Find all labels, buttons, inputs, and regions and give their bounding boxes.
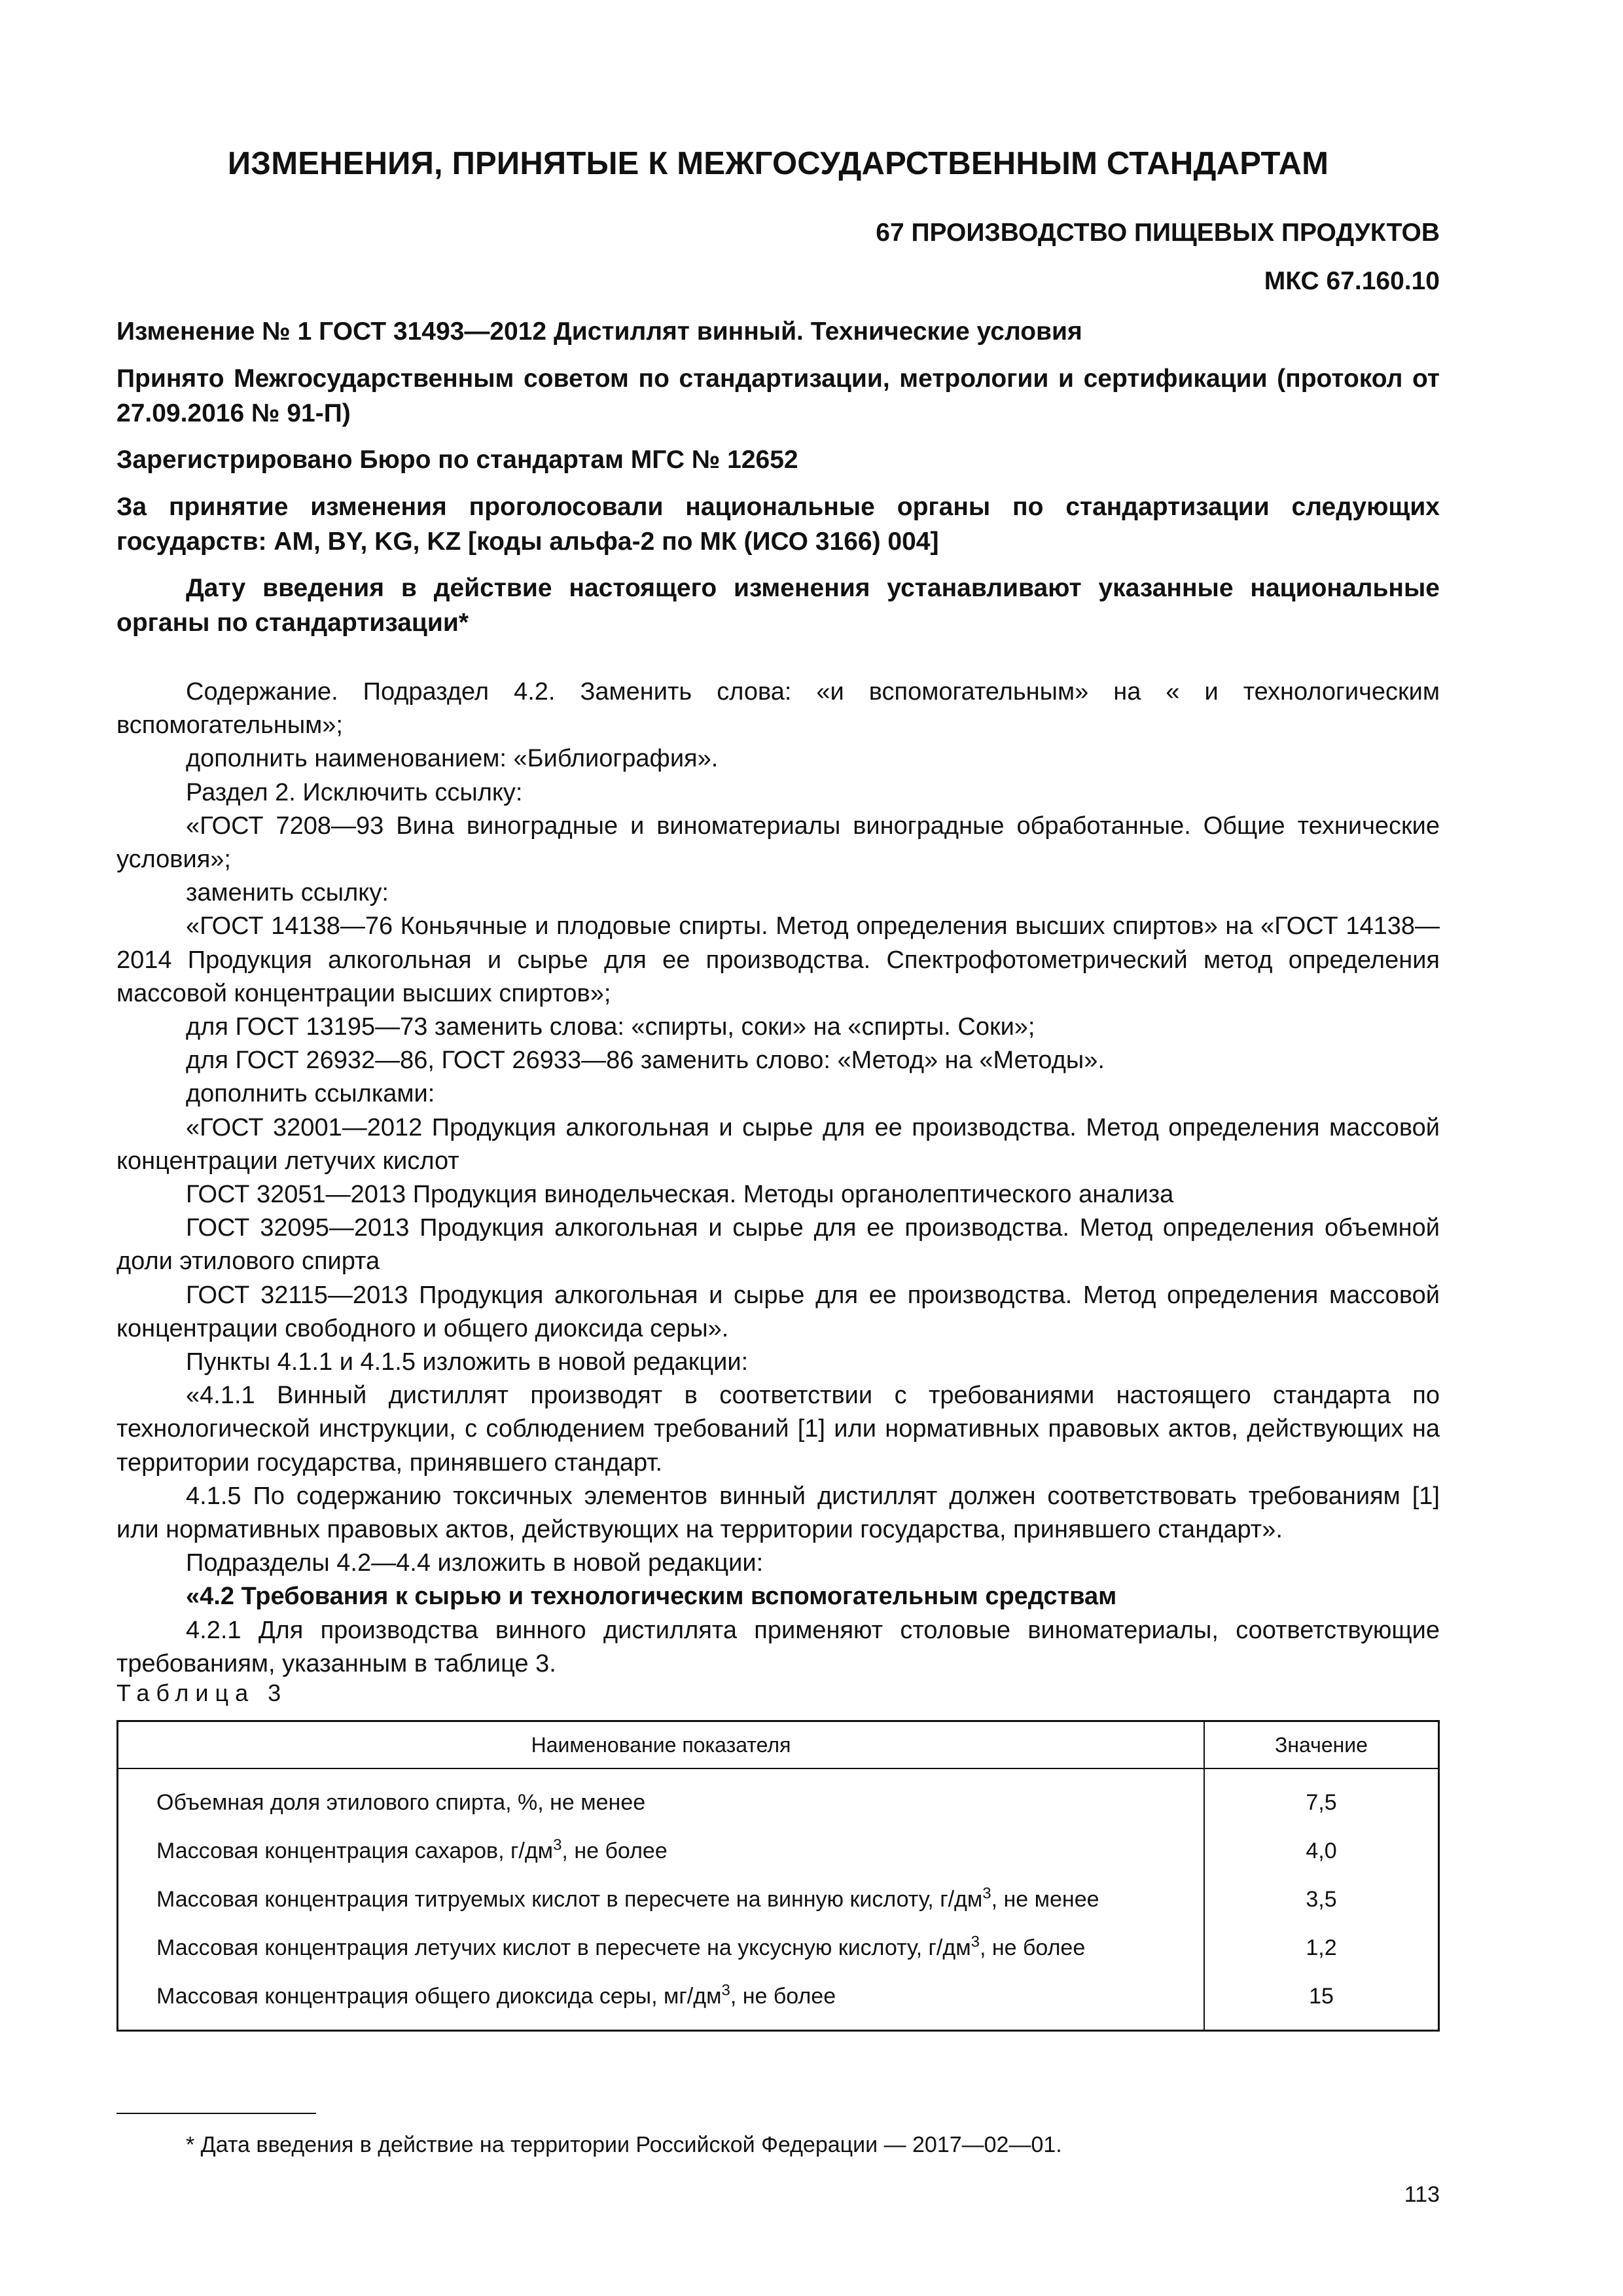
voting-statement: За принятие изменения проголосовали национальные органы по стандартизации следующих государств: AM, BY, KG, KZ [коды альфа-2 по МК (ИСО 3166) 004] bbox=[116, 493, 1440, 556]
change-title: Изменение № 1 ГОСТ 31493—2012 Дистиллят винный. Технические условия bbox=[116, 317, 1082, 346]
mks-code: МКС 67.160.10 bbox=[1264, 267, 1440, 295]
paragraph: «ГОСТ 32001—2012 Продукция алкогольная и сырье для ее производства. Метод определения массовой концентрации летучих кислот bbox=[116, 1113, 1440, 1175]
registration-statement: Зарегистрировано Бюро по стандартам МГС № 12652 bbox=[116, 446, 798, 474]
footnote-divider bbox=[116, 2113, 316, 2114]
paragraph: «4.1.1 Винный дистиллят производят в соответствии с требованиями настоящего стандарта по технологической инструкции, с соблюдением требований [1] или нормативных правовых актов, действующих на территории государства, принявшего стандарт. bbox=[116, 1382, 1440, 1477]
footnote: * Дата введения в действие на территории Российской Федерации — 2017—02—01. bbox=[186, 2132, 1062, 2157]
indicator-name: Объемная доля этилового спирта, %, не менее bbox=[118, 1768, 1205, 1827]
paragraph: для ГОСТ 13195—73 заменить слова: «спирты, соки» на «спирты. Соки»; bbox=[186, 1013, 1035, 1041]
paragraph: ГОСТ 32115—2013 Продукция алкогольная и сырье для ее производства. Метод определения массовой концентрации свободного и общего диоксида серы». bbox=[116, 1281, 1440, 1342]
paragraph: 4.1.5 По содержанию токсичных элементов винный дистиллят должен соответствовать требованиям [1] или нормативных правовых актов, действующих на территории государства, принявшего стандарт». bbox=[116, 1482, 1440, 1544]
paragraph: ГОСТ 32051—2013 Продукция винодельческая. Методы органолептического анализа bbox=[186, 1181, 1174, 1209]
paragraph: 4.2.1 Для производства винного дистиллята применяют столовые виноматериалы, соответствующие требованиям, указанным в таблице 3. bbox=[116, 1616, 1440, 1677]
indicator-value: 7,5 bbox=[1306, 1789, 1337, 1815]
paragraph: Пункты 4.1.1 и 4.1.5 изложить в новой редакции: bbox=[186, 1348, 749, 1376]
indicator-name: Массовая концентрация титруемых кислот в пересчете на винную кислоту, $г/дм^3$, не менее bbox=[118, 1875, 1205, 1924]
table-row bbox=[118, 1924, 1439, 1972]
table-row bbox=[118, 1768, 1439, 1827]
paragraph: «ГОСТ 7208—93 Вина виноградные и виноматериалы виноградные обработанные. Общие технические условия»; bbox=[116, 812, 1440, 874]
table-caption: Таблица 3 bbox=[116, 1679, 288, 1706]
table-row bbox=[118, 1875, 1439, 1924]
column-header-value: Значение bbox=[1204, 1721, 1439, 1769]
table-row bbox=[118, 1827, 1439, 1875]
paragraph: Раздел 2. Исключить ссылку: bbox=[186, 778, 523, 806]
adopted-statement: Принято Межгосударственным советом по стандартизации, метрологии и сертификации (протокол от 27.09.2016 № 91-П) bbox=[116, 365, 1440, 427]
paragraph: Содержание. Подраздел 4.2. Заменить слова: «и вспомогательным» на « и технологическим вспомогательным»; bbox=[116, 678, 1440, 740]
amendment-body bbox=[116, 675, 1440, 1681]
indicator-value: 3,5 bbox=[1306, 1886, 1337, 1912]
paragraph: дополнить наименованием: «Библиография». bbox=[186, 745, 719, 773]
subsection-heading: «4.2 Требования к сырью и технологическим вспомогательным средствам bbox=[186, 1583, 1117, 1611]
paragraph: для ГОСТ 26932—86, ГОСТ 26933—86 заменить слово: «Метод» на «Методы». bbox=[186, 1047, 1105, 1075]
table-row bbox=[118, 1972, 1439, 2031]
paragraph: Подразделы 4.2—4.4 изложить в новой редакции: bbox=[186, 1549, 764, 1577]
indicator-name: Массовая концентрация летучих кислот в пересчете на уксусную кислоту, $г/дм^3$, не более bbox=[118, 1924, 1205, 1972]
indicator-value: 4,0 bbox=[1306, 1838, 1337, 1863]
paragraph: ГОСТ 32095—2013 Продукция алкогольная и сырье для ее производства. Метод определения объемной доли этилового спирта bbox=[116, 1214, 1440, 1276]
page-number: 113 bbox=[1404, 2182, 1440, 2207]
indicator-value: 15 bbox=[1309, 1983, 1334, 2009]
effective-date-statement: Дату введения в действие настоящего изменения устанавливают указанные национальные органы по стандартизации* bbox=[116, 574, 1440, 637]
paragraph: заменить ссылку: bbox=[186, 879, 389, 907]
page-title: ИЗМЕНЕНИЯ, ПРИНЯТЫЕ К МЕЖГОСУДАРСТВЕННЫМ СТАНДАРТАМ bbox=[227, 146, 1329, 181]
document-page bbox=[116, 0, 1440, 2296]
indicator-value: 1,2 bbox=[1306, 1935, 1337, 1960]
indicator-name: Массовая концентрация сахаров, $г/дм^3$, не более bbox=[118, 1827, 1205, 1875]
column-header-name: Наименование показателя bbox=[118, 1721, 1205, 1769]
requirements-table bbox=[116, 1720, 1440, 2032]
indicator-name: Массовая концентрация общего диоксида серы, $мг/дм^3$, не более bbox=[118, 1972, 1205, 2031]
paragraph: «ГОСТ 14138—76 Коньячные и плодовые спирты. Метод определения высших спиртов» на «ГОСТ 14138—2014 Продукция алкогольная и сырье для ее производства. Спектрофотометрический метод определения массовой концентрации высших спиртов»; bbox=[116, 912, 1440, 1007]
section-heading: 67 ПРОИЗВОДСТВО ПИЩЕВЫХ ПРОДУКТОВ bbox=[876, 219, 1440, 247]
paragraph: дополнить ссылками: bbox=[186, 1080, 435, 1108]
